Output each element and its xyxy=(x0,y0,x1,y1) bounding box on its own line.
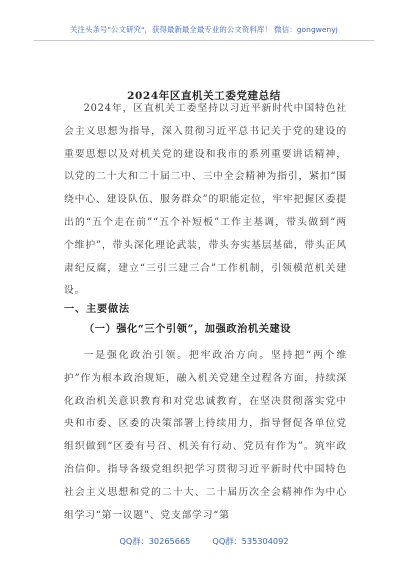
footer-qq-group-2: QQ群：535304092 xyxy=(212,536,289,546)
body-paragraph: 一是强化政治引领。把牢政治方向。坚持把“两个维护”作为根本政治规矩，融入机关党建全过程各方面，持续深化政治机关意识教育和对党忠诚教育，在坚决贯彻落实党中央和市委、区委的决策部署上持续用力，指导督促各单位党组织做到“区委有号召、机关有行动、党员有作为”。筑牢政治信仰。指导各级党组织把学习贯彻习近平新时代中国特色社会主义思想和党的二十大、二十届历次全会精神作为中心组学习“第一议题”、党支部学习“第 xyxy=(64,350,347,521)
header-divider xyxy=(34,40,374,41)
intro-paragraph: 2024年，区直机关工委坚持以习近平新时代中国特色社会主义思想为指导，深入贯彻习近平总书记关于党的建设的重要思想以及对机关党的建设和我市的系列重要讲话精神，以党的二十大和二十届二中、三中全会精神为指引，紧扣“围绕中心、建设队伍、服务群众”的职能定位，牢牢把握区委提出的“五个走在前”“五个补短板”工作主基调，带头做到“两个维护”，带头深化理论武装，带头夯实基层基础，带头正风肃纪反腐，建立“三引三建三合”工作机制，引领模范机关建设。 xyxy=(64,103,347,297)
document-title: 2024年区直机关工委党建总结 xyxy=(127,90,281,102)
header-promo-note: 关注头条号"公文研究"，获得最新最全最专业的公文资料库！ 微信：gongwenyj xyxy=(70,25,338,34)
footer-qq-group-1: QQ群：30265665 xyxy=(119,536,191,546)
footer-contact xyxy=(0,536,408,547)
section-heading: 一、主要做法 xyxy=(64,303,130,315)
subsection-heading: （一）强化“三个引领”，加强政治机关建设 xyxy=(84,323,292,335)
